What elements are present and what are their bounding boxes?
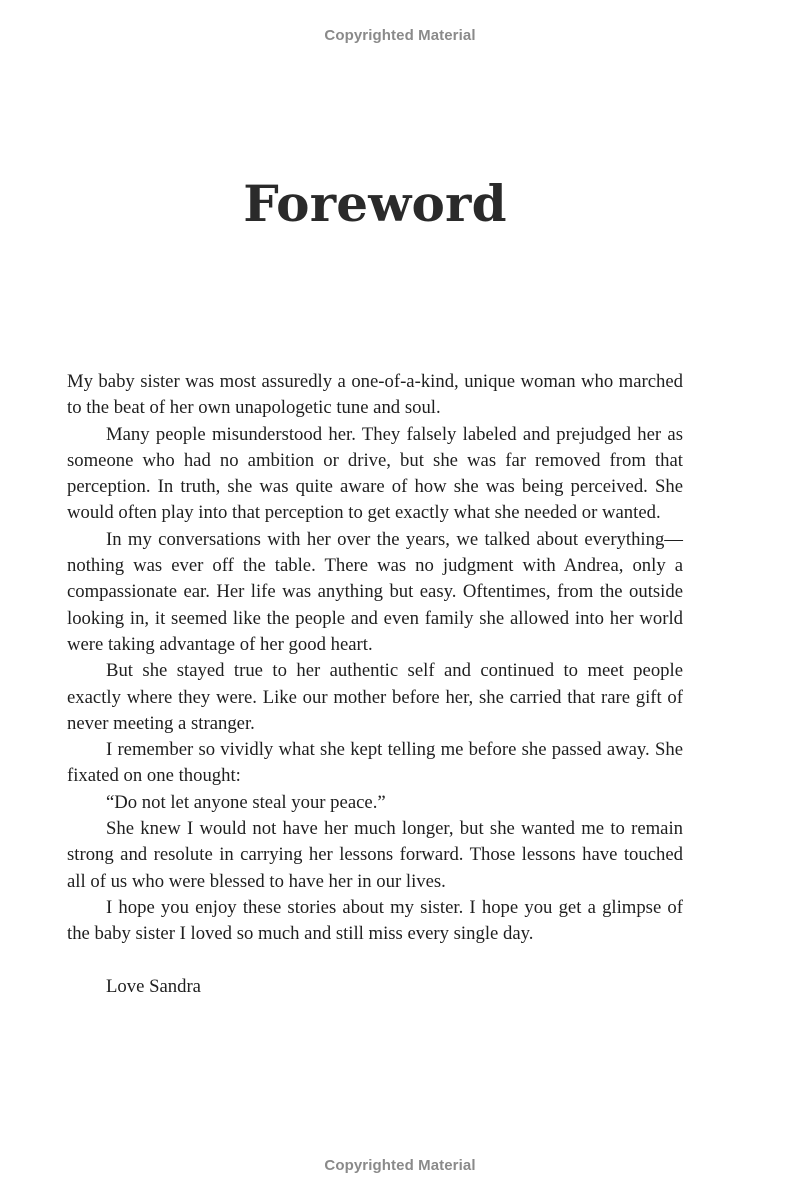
copyright-watermark-bottom: Copyrighted Material [324,1157,476,1174]
paragraph: Many people misunderstood her. They falsely labeled and prejudged her as someone who had no ambition or drive, but she was far removed from that perception. In truth, she was quite aware of how she was being perceived. She would often play into that perception to get exactly what she needed or wanted. [67,423,683,524]
page-title: Foreword [243,173,507,233]
quote-paragraph: “Do not let anyone steal your peace.” [106,791,386,813]
paragraph: I remember so vividly what she kept telling me before she passed away. She fixated on one thought: [67,739,683,787]
paragraph: In my conversations with her over the years, we talked about everything—nothing was ever off the table. There was no judgment with Andrea, only a compassionate ear. Her life was anything but easy. Oftentimes, from the outside looking in, it seemed like the people and even family she allowed into her world were taking advantage of her good heart. [67,528,683,655]
foreword-body [67,369,683,1000]
copyright-watermark-top: Copyrighted Material [324,27,476,44]
paragraph: She knew I would not have her much longer, but she wanted me to remain strong and resolute in carrying her lessons forward. Those lessons have touched all of us who were blessed to have her in our lives. [67,818,683,892]
paragraph: My baby sister was most assuredly a one-of-a-kind, unique woman who marched to the beat of her own unapologetic tune and soul. [67,371,683,419]
paragraph: I hope you enjoy these stories about my sister. I hope you get a glimpse of the baby sister I loved so much and still miss every single day. [67,896,683,945]
signoff: Love Sandra [106,975,201,997]
paragraph: But she stayed true to her authentic self and continued to meet people exactly where they were. Like our mother before her, she carried that rare gift of never meeting a stranger. [67,660,683,734]
